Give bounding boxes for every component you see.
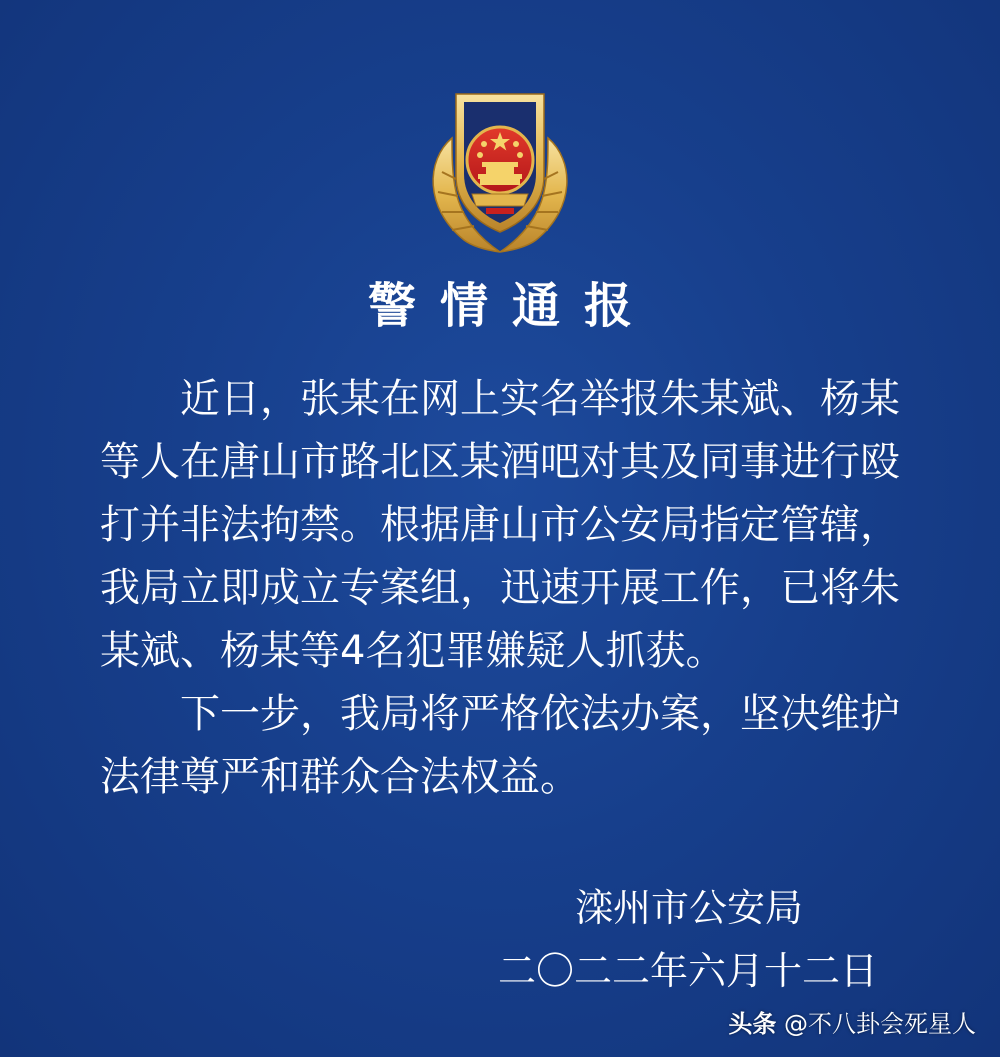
watermark-handle: @不八卦会死星人 [784,1010,976,1038]
police-emblem-icon [412,80,588,256]
watermark-brand: 头条 [728,1010,777,1038]
notice-body [100,368,900,809]
notice-paragraph: 近日，张某在网上实名举报朱某斌、杨某等人在唐山市路北区某酒吧对其及同事进行殴打并非法拘禁。根据唐山市公安局指定管辖，我局立即成立专案组，迅速开展工作，已将朱某斌、杨某等4名犯罪嫌疑人抓获。 [100,376,900,674]
issuing-authority: 滦州市公安局 [575,886,804,930]
notice-title: 警情通报 [367,278,656,334]
notice-paragraph: 下一步，我局将严格依法办案，坚决维护法律尊严和群众合法权益。 [100,691,900,800]
issue-date: 二〇二二年六月十二日 [498,949,879,993]
watermark [728,1009,976,1039]
